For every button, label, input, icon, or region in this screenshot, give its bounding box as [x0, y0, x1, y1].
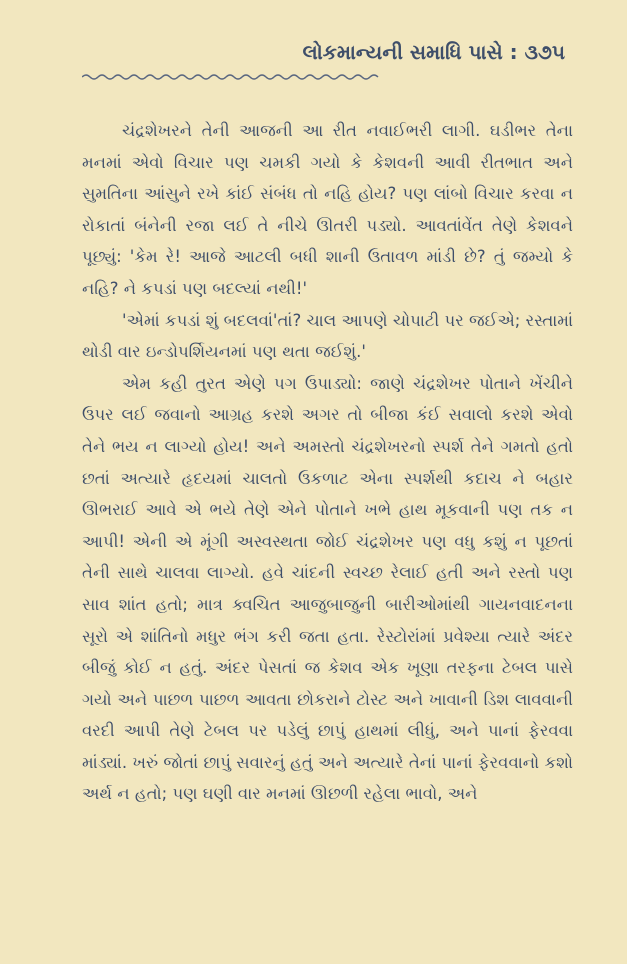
- paragraph-1: ચંદ્રશેખરને તેની આજની આ રીત નવાઈભરી લાગી. ઘડીભર તેના મનમાં એવો વિચાર પણ ચમકી ગયો કે કેશવની આવી રીતભાત અને સુમતિના આંસુને રખે કાંઈ સંબંધ તો નહિ હોય? પણ લાંબો વિચાર કરવા ન રોકાતાં બંનેની રજા લઈ તે નીચે ઊતરી પડ્યો. આવતાંવેંત તેણે કેશવને પૂછ્યું: 'કેમ રે! આજે આટલી બધી શાની ઉતાવળ માંડી છે? તું જમ્યો કે નહિ? ને કપડાં પણ બદલ્યાં નથી!': [82, 121, 573, 298]
- page-number: ૩૭૫: [524, 40, 565, 64]
- header-separator: :: [509, 40, 518, 64]
- paragraph-2: 'એમાં કપડાં શું બદલવાં'તાં? ચાલ આપણે ચોપાટી પર જઈએ; રસ્તામાં થોડી વાર ઇન્ડોપર્શિયનમાં પણ થતા જઈશું.': [82, 310, 573, 362]
- body-text: [82, 115, 573, 810]
- wavy-rule-ornament: [82, 73, 382, 81]
- running-title: લોકમાન્યની સમાધિ પાસે: [302, 40, 503, 64]
- paragraph-3: એમ કહી તુરત એણે પગ ઉપાડ્યો: જાણે ચંદ્રશેખર પોતાને ખેંચીને ઉપર લઈ જવાનો આગ્રહ કરશે અગર તો બીજા કંઈ સવાલો કરશે એવો તેને ભય ન લાગ્યો હોય! અને અમસ્તો ચંદ્રશેખરનો સ્પર્શ તેને ગમતો હતો છતાં અત્યારે હૃદયમાં ચાલતો ઉકળાટ એના સ્પર્શથી કદાચ ને બહાર ઊભરાઈ આવે એ ભયે તેણે એને પોતાને ખભે હાથ મૂકવાની પણ તક ન આપી! એની એ મૂંગી અસ્વસ્થતા જોઈ ચંદ્રશેખર પણ વધુ કશું ન પૂછતાં તેની સાથે ચાલવા લાગ્યો. હવે ચાંદની સ્વચ્છ રેલાઈ હતી અને રસ્તો પણ સાવ શાંત હતો; માત્ર ક્વચિત આજુબાજુની બારીઓમાંથી ગાયનવાદનના સૂરો એ શાંતિનો મધુર ભંગ કરી જતા હતા. રેસ્ટોરાંમાં પ્રવેશ્યા ત્યારે અંદર બીજું કોઈ ન હતું. અંદર પેસતાં જ કેશવ એક ખૂણા તરફના ટેબલ પાસે ગયો અને પાછળ પાછળ આવતા છોકરાને ટોસ્ટ અને ખાવાની ડિશ લાવવાની વરદી આપી તેણે ટેબલ પર પડેલું છાપું હાથમાં લીધું, અને પાનાં ફેરવવા માંડ્યાં. ખરું જોતાં છાપું સવારનું હતું અને અત્યારે તેનાં પાનાં ફેરવવાનો કશો અર્થ ન હતો; પણ ઘણી વાર મનમાં ઊછળી રહેલા ભાવો, અને: [82, 373, 573, 804]
- running-head: [82, 38, 565, 66]
